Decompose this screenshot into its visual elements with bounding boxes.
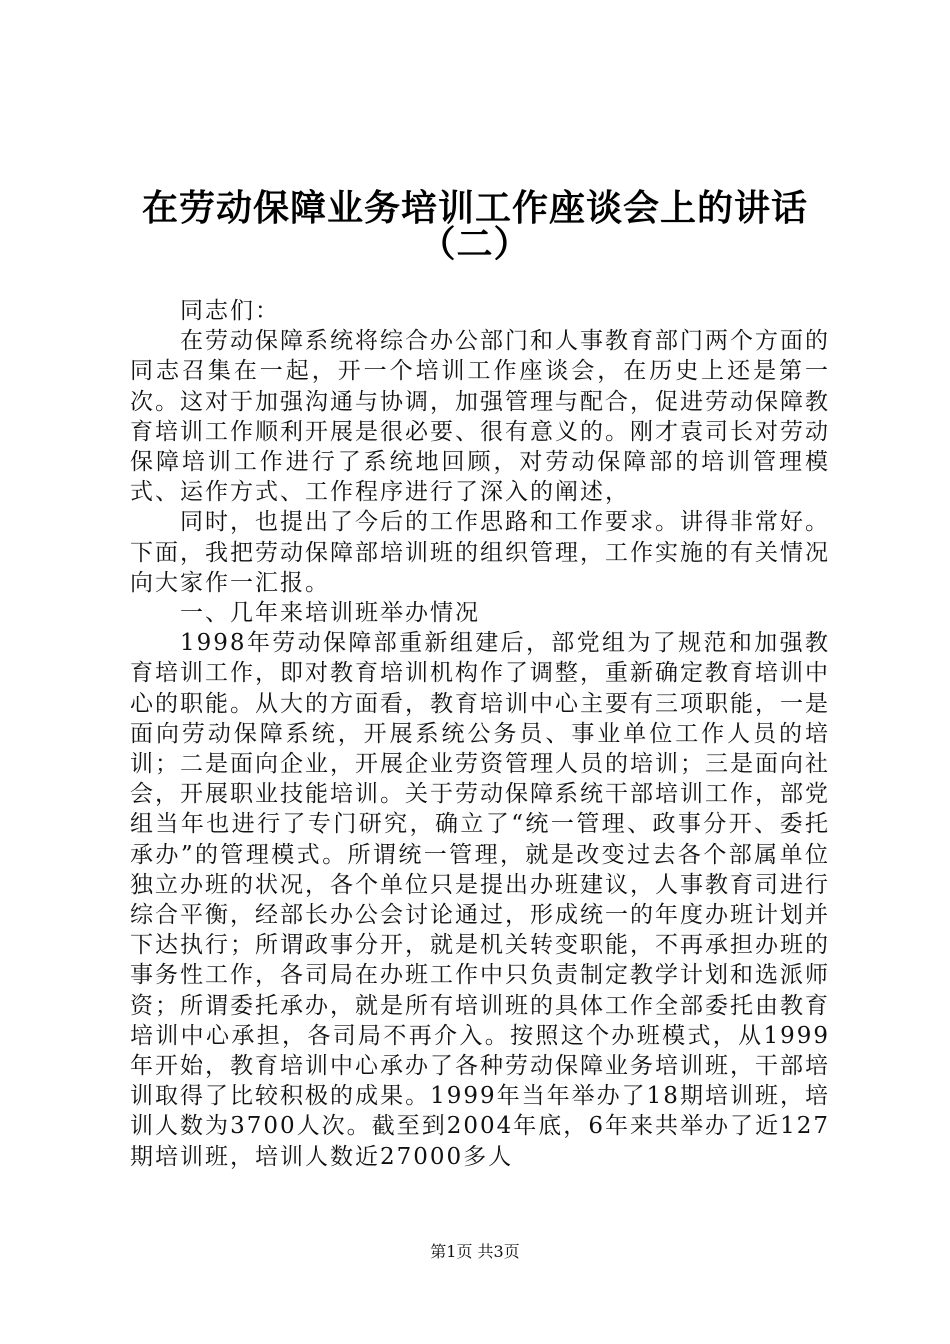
document-subtitle: （二）	[419, 223, 531, 265]
salutation-paragraph: 同志们：	[180, 298, 280, 324]
body-paragraph: 同时，也提出了今后的工作思路和工作要求。讲得非常好。下面，我把劳动保障部培训班的组织管理，工作实施的有关情况向大家作一汇报。	[130, 509, 830, 596]
body-paragraph: 1998年劳动保障部重新组建后，部党组为了规范和加强教育培训工作，即对教育培训机构作了调整，重新确定教育培训中心的职能。从大的方面看，教育培训中心主要有三项职能，一是面向劳动保障系统，开展系统公务员、事业单位工作人员的培训；二是面向企业，开展企业劳资管理人员的培训；三是面向社会，开展职业技能培训。关于劳动保障系统干部培训工作，部党组当年也进行了专门研究，确立了“统一管理、政事分开、委托承办”的管理模式。所谓统一管理，就是改变过去各个部属单位独立办班的状况，各个单位只是提出办班建议，人事教育司进行综合平衡，经部长办公会讨论通过，形成统一的年度办班计划并下达执行；所谓政事分开，就是机关转变职能，不再承担办班的事务性工作，各司局在办班工作中只负责制定教学计划和选派师资；所谓委托承办，就是所有培训班的具体工作全部委托由教育培训中心承担，各司局不再介入。按照这个办班模式，从1999年开始，教育培训中心承办了各种劳动保障业务培训班，干部培训取得了比较积极的成果。1999年当年举办了18期培训班，培训人数为3700人次。截至到2004年底，6年来共举办了近127期培训班，培训人数近27000多人	[130, 630, 830, 1170]
body-paragraph: 在劳动保障系统将综合办公部门和人事教育部门两个方面的同志召集在一起，开一个培训工作座谈会，在历史上还是第一次。这对于加强沟通与协调，加强管理与配合，促进劳动保障教育培训工作顺利开展是很必要、很有意义的。刚才袁司长对劳动保障培训工作进行了系统地回顾，对劳动保障部的培训管理模式、运作方式、工作程序进行了深入的阐述，	[130, 328, 830, 506]
page-number-footer: 第1页 共3页	[430, 1242, 520, 1261]
section-heading: 一、几年来培训班举办情况	[180, 600, 480, 627]
document-body	[130, 296, 830, 1172]
document-title: 在劳动保障业务培训工作座谈会上的讲话	[141, 187, 808, 229]
